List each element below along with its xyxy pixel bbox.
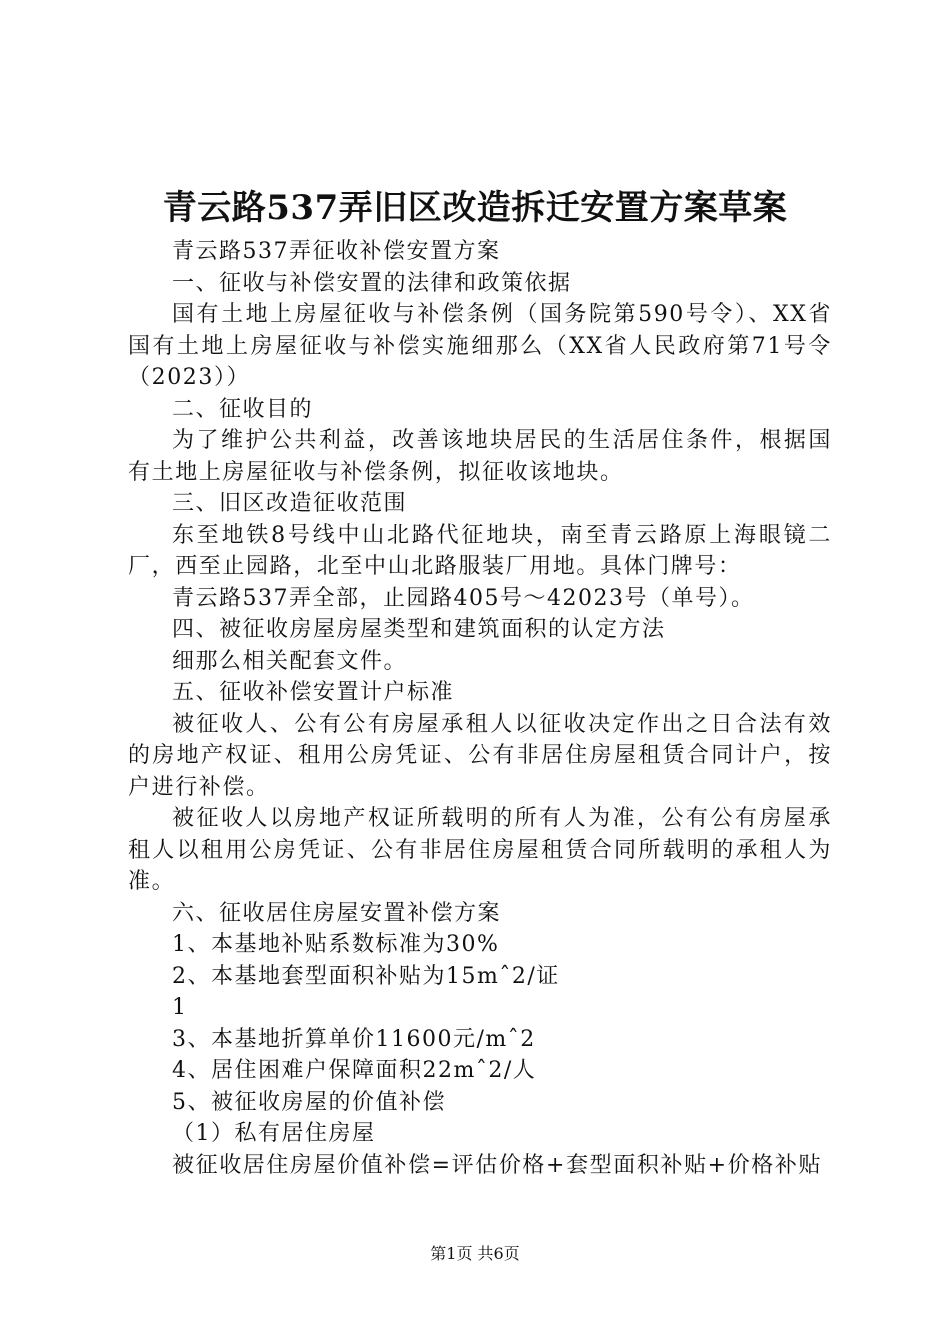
paragraph-scope: 东至地铁8号线中山北路代征地块，南至青云路原上海眼镜二厂，西至止园路，北至中山北路服装厂用地。具体门牌号： <box>128 522 832 579</box>
paragraph-subtitle: 青云路537弄征收补偿安置方案 <box>172 239 501 264</box>
paragraph-household-standard: 被征收人、公有公有房屋承租人以征收决定作出之日合法有效的房地产权证、租用公房凭证、公有非居住房屋租赁合同计户，按户进行补偿。 <box>128 711 832 800</box>
paragraph-legal-basis: 国有土地上房屋征收与补偿条例（国务院第590号令）、XX省国有土地上房屋征收与补偿实施细那么（XX省人民政府第71号令（2023）） <box>128 302 832 390</box>
section-heading-2: 二、征收目的 <box>172 396 314 422</box>
paragraph-addresses: 青云路537弄全部，止园路405号～42023号（单号）。 <box>172 585 755 611</box>
list-item-2: 2、本基地套型面积补贴为15mˆ2/证 <box>172 963 560 989</box>
sub-item-1: （1）私有居住房屋 <box>172 1121 376 1146</box>
document-title: 青云路537弄旧区改造拆迁安置方案草案 <box>162 188 788 228</box>
list-item-1: 1、本基地补贴系数标准为30% <box>172 932 500 957</box>
section-heading-5: 五、征收补偿安置计户标准 <box>172 680 455 705</box>
list-item-5: 5、被征收房屋的价值补偿 <box>172 1089 446 1115</box>
list-item-4: 4、居住困难户保障面积22mˆ2/人 <box>172 1058 537 1083</box>
paragraph-value-compensation: 被征收居住房屋价值补偿=评估价格+套型面积补贴+价格补贴 <box>172 1152 823 1178</box>
section-heading-3: 三、旧区改造征收范围 <box>172 491 408 516</box>
paragraph-owner-standard: 被征收人以房地产权证所载明的所有人为准，公有公有房屋承租人以租用公房凭证、公有非居住房屋租赁合同所载明的承租人为准。 <box>128 806 832 894</box>
section-heading-1: 一、征收与补偿安置的法律和政策依据 <box>172 270 572 296</box>
document-body <box>128 236 832 1181</box>
page-number-footer: 第1页 共6页 <box>430 1244 520 1263</box>
paragraph-rules: 细那么相关配套文件。 <box>172 648 408 674</box>
section-heading-4: 四、被征收房屋房屋类型和建筑面积的认定方法 <box>172 617 666 642</box>
list-item-3: 3、本基地折算单价11600元/mˆ2 <box>172 1026 536 1052</box>
section-heading-6: 六、征收居住房屋安置补偿方案 <box>172 900 502 926</box>
list-item-2-continued: 1 <box>172 995 188 1020</box>
paragraph-purpose: 为了维护公共利益，改善该地块居民的生活居住条件，根据国有土地上房屋征收与补偿条例，拟征收该地块。 <box>128 428 832 485</box>
